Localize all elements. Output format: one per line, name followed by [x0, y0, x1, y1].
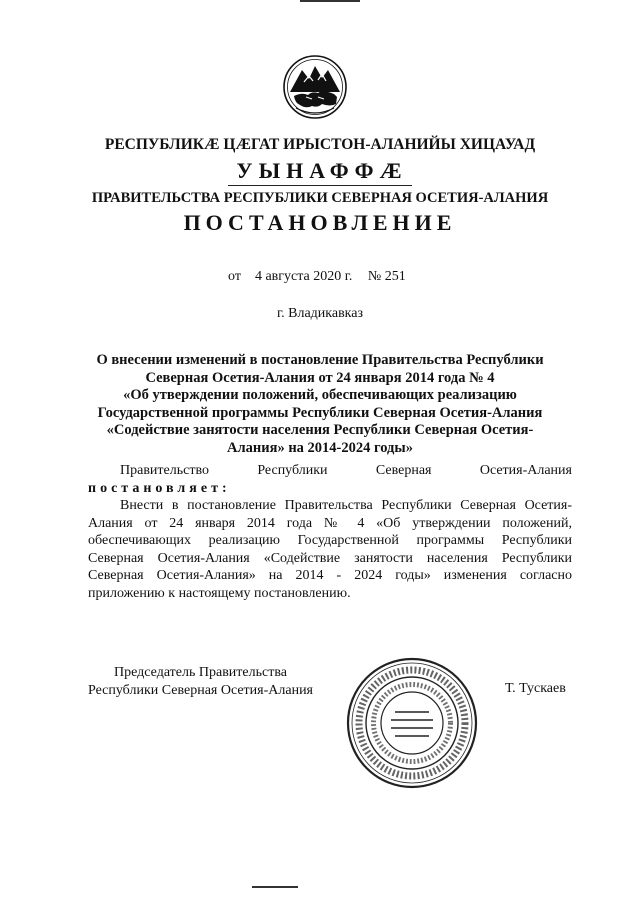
intro-word-3: Северная — [375, 463, 432, 478]
decree-number: № 251 — [367, 269, 406, 284]
bottom-edge-line — [252, 886, 298, 888]
coat-of-arms-emblem — [282, 52, 348, 122]
signatory-name: Т. Тускаев — [505, 681, 566, 696]
decree-date-line — [228, 269, 406, 285]
signatory-title-line1: Председатель Правительства — [114, 665, 287, 680]
decree-paragraph: Внести в постановление Правительства Республики Северная Осетия-Алания от 24 января 2014 года № 4 «Об утверждении положений, обеспечивающих реализацию Государственной программы Республики Северная Осетия-Алания «Содействие занятости населения Республики Северная Осетия-Алания» на 2014 - 2024 годы» изменения согласно приложению к настоящему постановлению. — [88, 498, 572, 601]
intro-word-1: Правительство — [120, 463, 209, 478]
header-government-russian: ПРАВИТЕЛЬСТВА РЕСПУБЛИКИ СЕВЕРНАЯ ОСЕТИЯ-АЛАНИЯ — [91, 190, 549, 206]
signatory-title-line2: Республики Северная Осетия-Алания — [88, 683, 313, 698]
top-edge-line — [300, 0, 360, 2]
intro-word-4: Осетия-Алания — [479, 463, 572, 478]
signatory-title — [88, 664, 313, 700]
date-prefix: от — [228, 269, 241, 284]
official-stamp-seal — [345, 656, 479, 790]
intro-line — [88, 462, 572, 480]
decree-city: г. Владикавказ — [276, 306, 364, 321]
decree-body — [88, 462, 572, 602]
header-decree-ossetian-text: УЫНАФФÆ — [228, 158, 411, 186]
decree-verb: постановляет: — [88, 480, 231, 496]
intro-word-2: Республики — [257, 463, 328, 478]
header-decree-russian: ПОСТАНОВЛЕНИЕ — [183, 210, 457, 235]
header-republic-ossetian: РЕСПУБЛИКÆ ЦÆГАТ ИРЫСТОН-АЛАНИЙЫ ХИЦАУАД — [104, 136, 536, 153]
decree-date: 4 августа 2020 г. — [254, 269, 353, 284]
decree-title: О внесении изменений в постановление Правительства Республики Северная Осетия-Алания от 24 января 2014 года № 4 «Об утверждении положений, обеспечивающих реализацию Государственной программы Республики Северная Осетия-Алания «Содействие занятости населения Республики Северная Осетия- Алания» на 2014-2024 годы» — [96, 352, 544, 456]
header-decree-ossetian — [0, 158, 640, 184]
